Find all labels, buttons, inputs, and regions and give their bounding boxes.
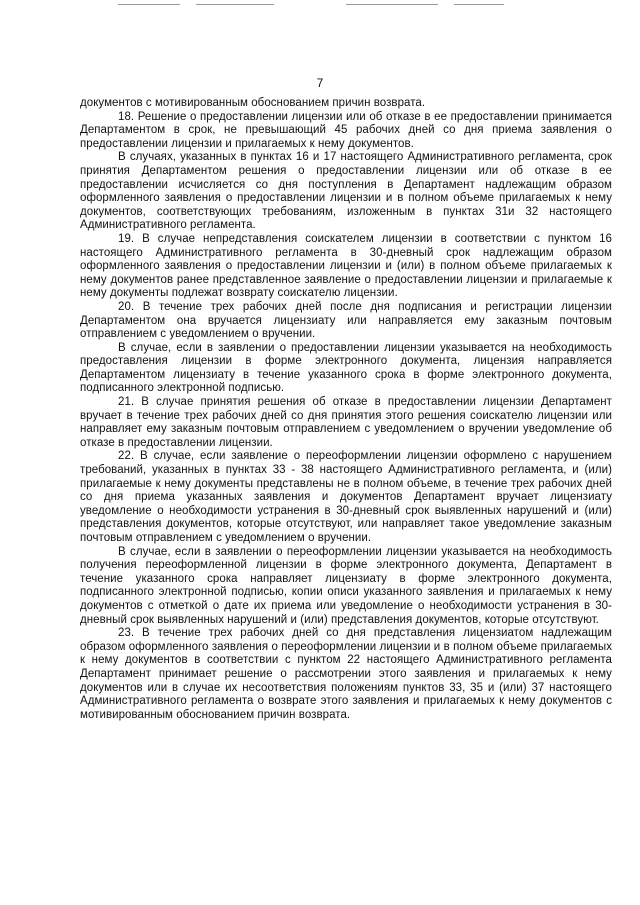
paragraph-17-continuation: документов с мотивированным обоснованием причин возврата. <box>80 97 426 109</box>
paragraph-22-part-2: В случае, если в заявлении о переоформлении лицензии указывается на необходимость получения переоформленной лицензии в форме электронного документа, Департамент в течение указанного срока направляет лицензиату в форме электронного документа, подписанного электронной подписью, копии описи указанного заявления и прилагаемых к нему документов с отметкой о дате их приема или уведомление о необходимости устранения в 30-дневный срок выявленных нарушений и (или) представления документов, которые отсутствуют. <box>80 545 612 626</box>
paragraph-20: 20. В течение трех рабочих дней после дня подписания и регистрации лицензии Департаментом она вручается лицензиату или направляется ему заказным почтовым отправлением с уведомлением о вручении. <box>80 300 612 341</box>
paragraph-19: 19. В случае непредставления соискателем лицензии в соответствии с пунктом 16 настоящего Административного регламента в 30-дневный срок надлежащим образом оформленного заявления о предоставлении лицензии и (или) в полном объеме прилагаемых к нему документов ранее представленное заявление о предоставлении лицензии и прилагаемые к нему документы подлежат возврату соискателю лицензии. <box>80 232 612 300</box>
page-number: 7 <box>316 76 324 90</box>
document-body <box>80 97 612 722</box>
scan-edge-artifact <box>0 0 640 10</box>
paragraph-23: 23. В течение трех рабочих дней со дня представления лицензиатом надлежащим образом оформленного заявления о переоформлении лицензии и в полном объеме прилагаемых к нему документов в соответствии с пунктом 22 настоящего Административного регламента Департамент принимает решение о рассмотрении этого заявления и прилагаемых к нему документов или в случае их несоответствия положениям пунктов 33, 35 и (или) 37 настоящего Административного регламента о возврате этого заявления и прилагаемых к нему документов с мотивированным обоснованием причин возврата. <box>80 627 612 721</box>
paragraph-18-part-2: В случаях, указанных в пунктах 16 и 17 настоящего Административного регламента, срок принятия Департаментом решения о предоставлении лицензии или об отказе в ее предоставлении исчисляется со дня поступления в Департамент надлежащим образом оформленного заявления о предоставлении лицензии и в полном объеме прилагаемых к нему документов, соответствующих требованиям, изложенным в пунктах 31и 32 настоящего Административного регламента. <box>80 151 612 232</box>
paragraph-22: 22. В случае, если заявление о переоформлении лицензии оформлено с нарушением требований, указанных в пунктах 33 - 38 настоящего Административного регламента, и (или) прилагаемые к нему документы представлены не в полном объеме, в течение трех рабочих дней со дня приема указанных заявления и документов Департамент вручает лицензиату уведомление о необходимости устранения в 30-дневный срок выявленных нарушений и (или) представления документов, которые отсутствуют, или направляет такое уведомление заказным почтовым отправлением с уведомлением о вручении. <box>80 450 612 544</box>
paragraph-18: 18. Решение о предоставлении лицензии или об отказе в ее предоставлении принимается Департаментом в срок, не превышающий 45 рабочих дней со дня приема заявления о предоставлении лицензии и прилагаемых к нему документов. <box>80 110 612 150</box>
paragraph-20-part-2: В случае, если в заявлении о предоставлении лицензии указывается на необходимость предоставления лицензии в форме электронного документа, лицензия направляется Департаментом лицензиату в течение указанного срока в форме электронного документа, подписанного электронной подписью. <box>80 341 612 395</box>
paragraph-21: 21. В случае принятия решения об отказе в предоставлении лицензии Департамент вручает в течение трех рабочих дней со дня принятия этого решения соискателю лицензии или направляет ему заказным почтовым отправлением с уведомлением о вручении уведомление об отказе в предоставлении лицензии. <box>80 396 612 449</box>
